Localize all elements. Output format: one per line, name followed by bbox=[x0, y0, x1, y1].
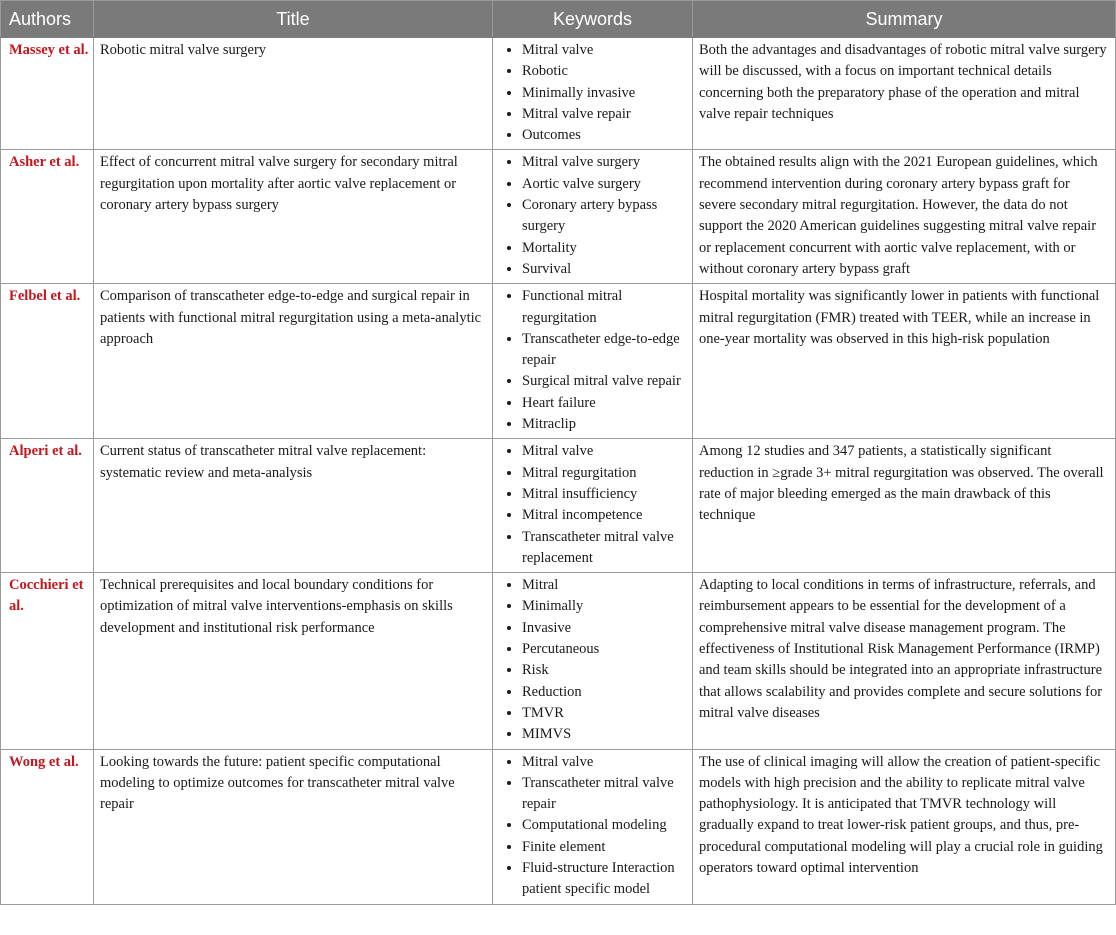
keyword-item: • Percutaneous bbox=[522, 639, 688, 660]
keyword-item: • Mitral regurgitation bbox=[522, 463, 688, 484]
author-cell: Asher et al. bbox=[1, 150, 94, 284]
keyword-item: • Outcomes bbox=[522, 125, 688, 146]
summary-cell: The obtained results align with the 2021 European guidelines, which recommend intervention during coronary artery bypass graft for severe secondary mitral regurgitation. However, the data do not support the 2020 American guidelines suggesting mitral valve repair or replacement concurrent with aortic valve replacement, with or without coronary artery bypass graft bbox=[693, 150, 1116, 284]
keyword-item: • Mitraclip bbox=[522, 414, 688, 435]
keyword-item: • Mitral valve repair bbox=[522, 104, 688, 125]
keyword-item: • Risk bbox=[522, 660, 688, 681]
table-row bbox=[1, 749, 1116, 904]
keyword-list bbox=[497, 441, 688, 569]
keyword-item: • Transcatheter mitral valve replacement bbox=[522, 527, 688, 570]
author-cell: Cocchieri et al. bbox=[1, 573, 94, 749]
keyword-item: • Mitral valve bbox=[522, 40, 688, 61]
table-row bbox=[1, 439, 1116, 573]
keyword-item: • Mitral valve bbox=[522, 752, 688, 773]
keyword-item: • Surgical mitral valve repair bbox=[522, 371, 688, 392]
keyword-item: • Invasive bbox=[522, 618, 688, 639]
summary-cell: Hospital mortality was significantly lower in patients with functional mitral regurgitation (FMR) treated with TEER, while an increase in one-year mortality was observed in this high-risk population bbox=[693, 284, 1116, 439]
keywords-cell bbox=[493, 150, 693, 284]
keywords-cell bbox=[493, 38, 693, 150]
keyword-item: • Reduction bbox=[522, 682, 688, 703]
summary-cell: Among 12 studies and 347 patients, a statistically significant reduction in ≥grade 3+ mitral regurgitation was observed. The overall rate of major bleeding emerged as the main drawback of this technique bbox=[693, 439, 1116, 573]
summary-cell: Adapting to local conditions in terms of infrastructure, referrals, and reimbursement appears to be essential for the development of a comprehensive mitral valve disease management program. The effectiveness of Institutional Risk Management Performance (IRMP) and team skills should be integrated into an appropriate infrastructure that allows scalability and provides complete and secure solutions for mitral valve diseases bbox=[693, 573, 1116, 749]
keyword-item: • Computational modeling bbox=[522, 815, 688, 836]
keyword-item: • Mitral valve surgery bbox=[522, 152, 688, 173]
header-keywords: Keywords bbox=[493, 1, 693, 38]
header-title: Title bbox=[94, 1, 493, 38]
keyword-item: • Minimally bbox=[522, 596, 688, 617]
title-cell: Technical prerequisites and local boundary conditions for optimization of mitral valve interventions-emphasis on skills development and institutional risk performance bbox=[94, 573, 493, 749]
keyword-item: • Mitral valve bbox=[522, 441, 688, 462]
header-authors: Authors bbox=[1, 1, 94, 38]
table-row bbox=[1, 150, 1116, 284]
keyword-item: • Transcatheter edge-to-edge repair bbox=[522, 329, 688, 372]
keyword-item: • Mitral incompetence bbox=[522, 505, 688, 526]
keyword-item: • Survival bbox=[522, 259, 688, 280]
keyword-item: • TMVR bbox=[522, 703, 688, 724]
summary-cell: The use of clinical imaging will allow the creation of patient-specific models with high precision and the ability to replicate mitral valve pathophysiology. It is anticipated that TMVR technology will gradually expand to treat lower-risk patient groups, and thus, pre-procedural computational modeling will play a crucial role in guiding operators toward optimal intervention bbox=[693, 749, 1116, 904]
keyword-item: • Transcatheter mitral valve repair bbox=[522, 773, 688, 816]
title-cell: Effect of concurrent mitral valve surgery for secondary mitral regurgitation upon mortality after aortic valve replacement or coronary artery bypass surgery bbox=[94, 150, 493, 284]
author-cell: Alperi et al. bbox=[1, 439, 94, 573]
keyword-list bbox=[497, 152, 688, 280]
keywords-cell bbox=[493, 284, 693, 439]
header-row bbox=[1, 1, 1116, 38]
keyword-list bbox=[497, 40, 688, 146]
title-cell: Comparison of transcatheter edge-to-edge and surgical repair in patients with functional mitral regurgitation using a meta-analytic approach bbox=[94, 284, 493, 439]
keyword-item: • Functional mitral regurgitation bbox=[522, 286, 688, 329]
table-row bbox=[1, 284, 1116, 439]
title-cell: Robotic mitral valve surgery bbox=[94, 38, 493, 150]
keyword-item: • Minimally invasive bbox=[522, 83, 688, 104]
keyword-item: • MIMVS bbox=[522, 724, 688, 745]
title-cell: Current status of transcatheter mitral valve replacement: systematic review and meta-analysis bbox=[94, 439, 493, 573]
keyword-list bbox=[497, 752, 688, 901]
title-cell: Looking towards the future: patient specific computational modeling to optimize outcomes for transcatheter mitral valve repair bbox=[94, 749, 493, 904]
keyword-item: • Aortic valve surgery bbox=[522, 174, 688, 195]
author-cell: Massey et al. bbox=[1, 38, 94, 150]
header-summary: Summary bbox=[693, 1, 1116, 38]
keyword-list bbox=[497, 286, 688, 435]
keyword-item: • Heart failure bbox=[522, 393, 688, 414]
keyword-list bbox=[497, 575, 688, 745]
author-cell: Felbel et al. bbox=[1, 284, 94, 439]
keyword-item: • Finite element bbox=[522, 837, 688, 858]
keywords-cell bbox=[493, 439, 693, 573]
keyword-item: • Coronary artery bypass surgery bbox=[522, 195, 688, 238]
keyword-item: • Mortality bbox=[522, 238, 688, 259]
summary-cell: Both the advantages and disadvantages of robotic mitral valve surgery will be discussed, with a focus on important technical details concerning both the preparatory phase of the operation and mitral valve repair techniques bbox=[693, 38, 1116, 150]
table-row bbox=[1, 573, 1116, 749]
keyword-item: • Robotic bbox=[522, 61, 688, 82]
table-row bbox=[1, 38, 1116, 150]
author-cell: Wong et al. bbox=[1, 749, 94, 904]
keyword-item: • Mitral insufficiency bbox=[522, 484, 688, 505]
keyword-item: • Fluid-structure Interaction patient specific model bbox=[522, 858, 688, 901]
keyword-item: • Mitral bbox=[522, 575, 688, 596]
keywords-cell bbox=[493, 573, 693, 749]
keywords-cell bbox=[493, 749, 693, 904]
